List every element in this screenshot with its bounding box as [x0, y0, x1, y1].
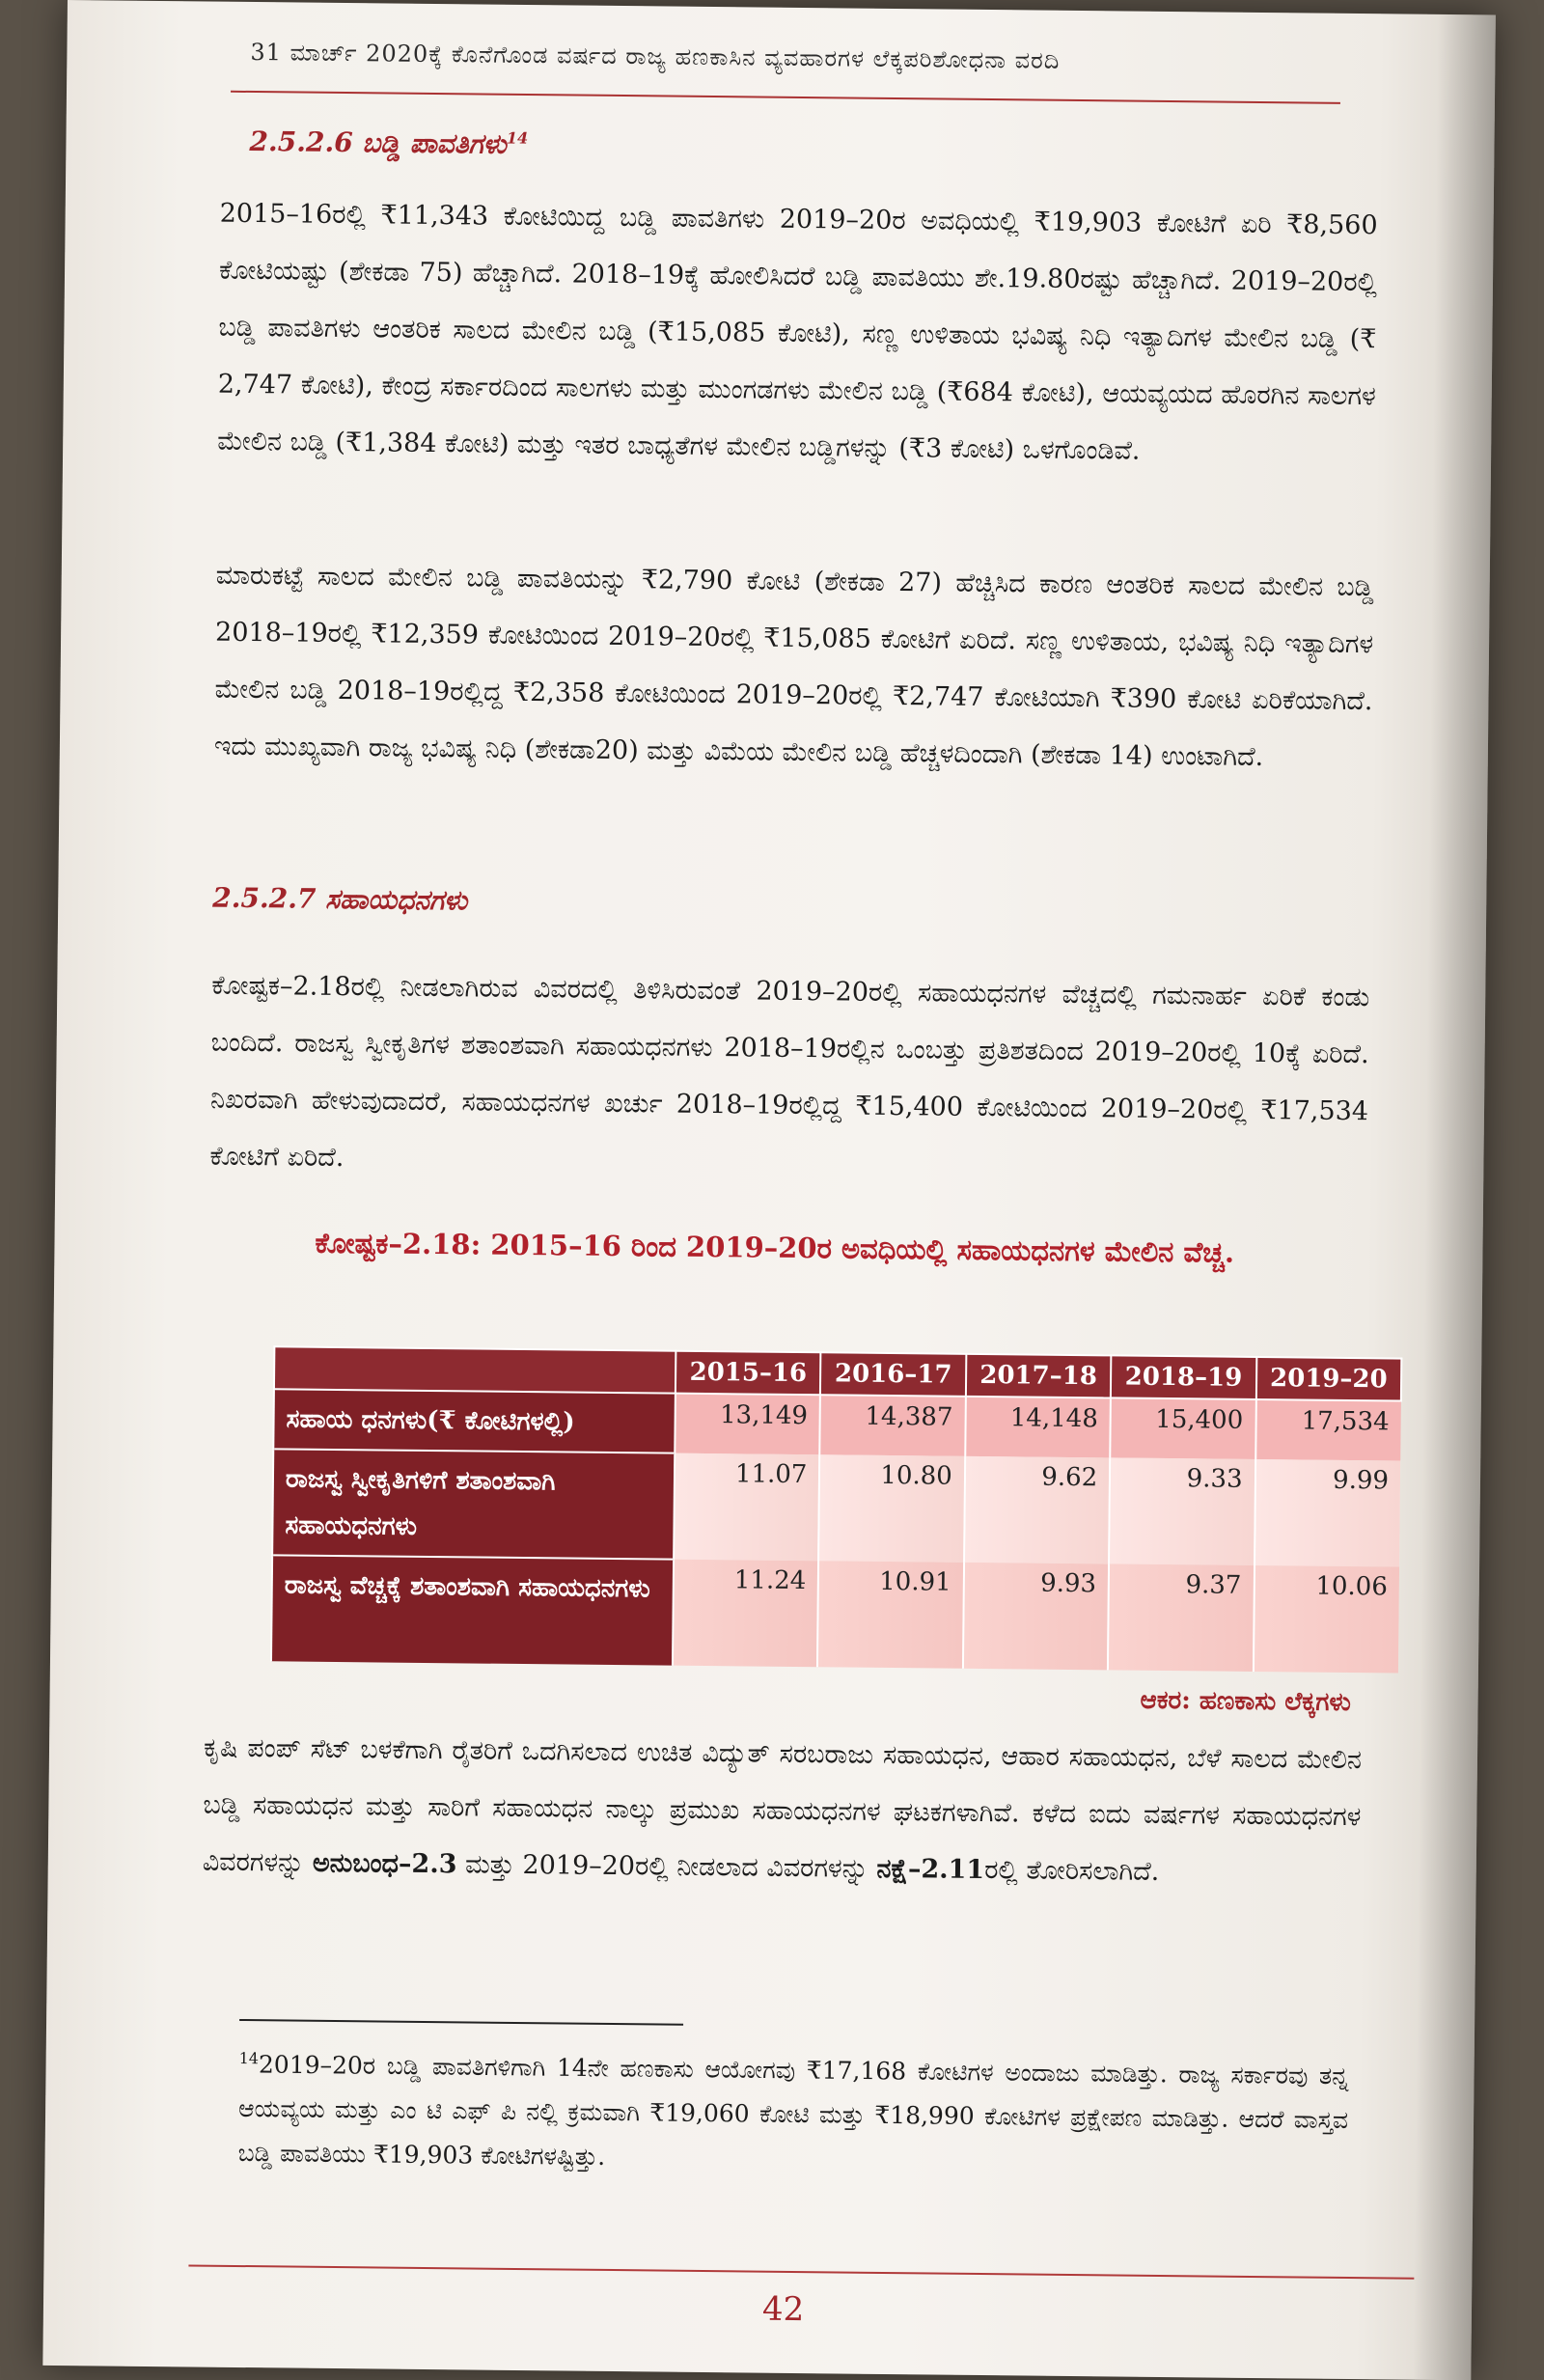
- section-heading-interest: 2.5.2.6 ಬಡ್ಡಿ ಪಾವತಿಗಳು$^{14}$: [249, 125, 529, 160]
- table-header-year: 2018–19: [1111, 1355, 1256, 1399]
- running-header: 31 ಮಾರ್ಚ್ 2020ಕ್ಕೆ ಕೊನೆಗೊಂಡ ವರ್ಷದ ರಾಜ್ಯ ಹಣಕಾಸಿನ ವ್ಯವಹಾರಗಳ ಲೆಕ್ಕಪರಿಶೋಧನಾ ವರದಿ: [250, 38, 1061, 74]
- table-header-year: 2016–17: [820, 1352, 966, 1397]
- footnote: $^{14}$2019–20ರ ಬಡ್ಡಿ ಪಾವತಿಗಳಿಗಾಗಿ 14ನೇ ಹಣಕಾಸು ಆಯೋಗವು ₹17,168 ಕೋಟಿಗಳ ಅಂದಾಜು ಮಾಡಿತ್ತು. ರಾಜ್ಯ ಸರ್ಕಾರವು ತನ್ನ ಆಯವ್ಯಯ ಮತ್ತು ಎಂ ಟಿ ಎಫ್ ಪಿ ನಲ್ಲಿ ಕ್ರಮವಾಗಿ ₹19,060 ಕೋಟಿ ಮತ್ತು ₹18,990 ಕೋಟಿಗಳ ಪ್ರಕ್ಷೇಪಣ ಮಾಡಿತ್ತು. ಆದರೆ ವಾಸ್ತವ ಬಡ್ಡಿ ಪಾವತಿಯು ₹19,903 ಕೋಟಿಗಳಷ್ಟಿತ್ತು.: [237, 2048, 1349, 2172]
- table-cell: 14,387: [820, 1395, 966, 1456]
- paragraph-interest-2: ಮಾರುಕಟ್ಟೆ ಸಾಲದ ಮೇಲಿನ ಬಡ್ಡಿ ಪಾವತಿಯನ್ನು ₹2,790 ಕೋಟಿ (ಶೇಕಡಾ 27) ಹೆಚ್ಚಿಸಿದ ಕಾರಣ ಆಂತರಿಕ ಸಾಲದ ಮೇಲಿನ ಬಡ್ಡಿ 2018–19ರಲ್ಲಿ ₹12,359 ಕೋಟಿಯಿಂದ 2019–20ರಲ್ಲಿ ₹15,085 ಕೋಟಿಗೆ ಏರಿದೆ. ಸಣ್ಣ ಉಳಿತಾಯ, ಭವಿಷ್ಯ ನಿಧಿ ಇತ್ಯಾದಿಗಳ ಮೇಲಿನ ಬಡ್ಡಿ 2018–19ರಲ್ಲಿದ್ದ ₹2,358 ಕೋಟಿಯಿಂದ 2019–20ರಲ್ಲಿ ₹2,747 ಕೋಟಿಯಾಗಿ ₹390 ಕೋಟಿ ಏರಿಕೆಯಾಗಿದೆ. ಇದು ಮುಖ್ಯವಾಗಿ ರಾಜ್ಯ ಭವಿಷ್ಯ ನಿಧಿ (ಶೇಕಡಾ20) ಮತ್ತು ವಿಮೆಯ ಮೇಲಿನ ಬಡ್ಡಿ ಹೆಚ್ಚಳದಿಂದಾಗಿ (ಶೇಕಡಾ 14) ಉಂಟಾಗಿದೆ.: [213, 560, 1374, 773]
- subsidies-table: [270, 1345, 1402, 1673]
- table-cell: 11.07: [674, 1453, 820, 1562]
- annex-ref: ಅನುಬಂಧ–2.3: [312, 1847, 457, 1880]
- header-rule: [231, 91, 1340, 104]
- document-page: [42, 0, 1496, 2380]
- row-label: ಸಹಾಯ ಧನಗಳು(₹ ಕೋಟಿಗಳಲ್ಲಿ): [273, 1389, 676, 1453]
- footnote-ref: 14: [506, 128, 529, 148]
- table-header-year: 2015–16: [676, 1351, 821, 1396]
- table-cell: 11.24: [673, 1560, 819, 1668]
- table-cell: 9.62: [964, 1456, 1111, 1564]
- section-heading-subsidies: 2.5.2.7 ಸಹಾಯಧನಗಳು: [212, 881, 468, 917]
- chart-ref: ನಕ್ಷೆ–2.11: [876, 1853, 985, 1886]
- table-row: [271, 1555, 1399, 1673]
- table-cell: 10.06: [1253, 1565, 1399, 1674]
- table-cell: 13,149: [675, 1394, 820, 1455]
- table-cell: 9.99: [1254, 1459, 1401, 1567]
- table-header-blank: [274, 1346, 676, 1393]
- page-number: 42: [761, 2289, 805, 2330]
- table-header-year: 2017–18: [966, 1354, 1112, 1398]
- table-cell: 9.33: [1109, 1457, 1255, 1565]
- row-label: ರಾಜಸ್ವ ಸ್ವೀಕೃತಿಗಳಿಗೆ ಶತಾಂಶವಾಗಿ ಸಹಾಯಧನಗಳು: [272, 1449, 675, 1559]
- table-cell: 17,534: [1255, 1399, 1401, 1461]
- table-row: [272, 1449, 1400, 1566]
- footnote-rule: [239, 2019, 683, 2026]
- table-cell: 9.37: [1108, 1564, 1254, 1672]
- table-cell: 15,400: [1110, 1398, 1255, 1459]
- page-edge-shadow: [1413, 14, 1496, 2380]
- row-label: ರಾಜಸ್ವ ವೆಚ್ಚಕ್ಕೆ ಶತಾಂಶವಾಗಿ ಸಹಾಯಧನಗಳು: [271, 1555, 674, 1665]
- paragraph-subsidies-1: ಕೋಷ್ಟಕ–2.18ರಲ್ಲಿ ನೀಡಲಾಗಿರುವ ವಿವರದಲ್ಲಿ ತಿಳಿಸಿರುವಂತೆ 2019–20ರಲ್ಲಿ ಸಹಾಯಧನಗಳ ವೆಚ್ಚದಲ್ಲಿ ಗಮನಾರ್ಹ ಏರಿಕೆ ಕಂಡು ಬಂದಿದೆ. ರಾಜಸ್ವ ಸ್ವೀಕೃತಿಗಳ ಶತಾಂಶವಾಗಿ ಸಹಾಯಧನಗಳು 2018–19ರಲ್ಲಿನ ಒಂಬತ್ತು ಪ್ರತಿಶತದಿಂದ 2019–20ರಲ್ಲಿ 10ಕ್ಕೆ ಏರಿದೆ. ನಿಖರವಾಗಿ ಹೇಳುವುದಾದರೆ, ಸಹಾಯಧನಗಳ ಖರ್ಚು 2018–19ರಲ್ಲಿದ್ದ ₹15,400 ಕೋಟಿಯಿಂದ 2019–20ರಲ್ಲಿ ₹17,534 ಕೋಟಿಗೆ ಏರಿದೆ.: [209, 970, 1370, 1174]
- bottom-rule: [188, 2264, 1414, 2279]
- table-cell: 9.93: [963, 1563, 1110, 1671]
- table-cell: 10.91: [817, 1561, 964, 1669]
- footnote-marker: 14: [238, 2048, 260, 2068]
- table-source: ಆಕರ: ಹಣಕಾಸು ಲೆಕ್ಕಗಳು: [1140, 1685, 1351, 1718]
- paragraph-interest-1: 2015–16ರಲ್ಲಿ ₹11,343 ಕೋಟಿಯಿದ್ದ ಬಡ್ಡಿ ಪಾವತಿಗಳು 2019–20ರ ಅವಧಿಯಲ್ಲಿ ₹19,903 ಕೋಟಿಗೆ ಏರಿ ₹8,560 ಕೋಟಿಯಷ್ಟು (ಶೇಕಡಾ 75) ಹೆಚ್ಚಾಗಿದೆ. 2018–19ಕ್ಕೆ ಹೋಲಿಸಿದರೆ ಬಡ್ಡಿ ಪಾವತಿಯು ಶೇ.19.80ರಷ್ಟು ಹೆಚ್ಚಾಗಿದೆ. 2019–20ರಲ್ಲಿ ಬಡ್ಡಿ ಪಾವತಿಗಳು ಆಂತರಿಕ ಸಾಲದ ಮೇಲಿನ ಬಡ್ಡಿ (₹15,085 ಕೋಟಿ), ಸಣ್ಣ ಉಳಿತಾಯ ಭವಿಷ್ಯ ನಿಧಿ ಇತ್ಯಾದಿಗಳ ಮೇಲಿನ ಬಡ್ಡಿ (₹ 2,747 ಕೋಟಿ), ಕೇಂದ್ರ ಸರ್ಕಾರದಿಂದ ಸಾಲಗಳು ಮತ್ತು ಮುಂಗಡಗಳು ಮೇಲಿನ ಬಡ್ಡಿ (₹684 ಕೋಟಿ), ಆಯವ್ಯಯದ ಹೊರಗಿನ ಸಾಲಗಳ ಮೇಲಿನ ಬಡ್ಡಿ (₹1,384 ಕೋಟಿ) ಮತ್ತು ಇತರ ಬಾಧ್ಯತೆಗಳ ಮೇಲಿನ ಬಡ್ಡಿಗಳನ್ನು (₹3 ಕೋಟಿ) ಒಳಗೊಂಡಿವೆ.: [217, 198, 1378, 466]
- table-caption: ಕೋಷ್ಟಕ–2.18: 2015–16 ರಿಂದ 2019–20ರ ಅವಧಿಯಲ್ಲಿ ಸಹಾಯಧನಗಳ ಮೇಲಿನ ವೆಚ್ಚ.: [315, 1226, 1235, 1269]
- table-header-year: 2019–20: [1255, 1357, 1401, 1401]
- table-cell: 14,148: [965, 1397, 1111, 1458]
- paragraph-subsidies-2: ಕೃಷಿ ಪಂಪ್ ಸೆಟ್ ಬಳಕೆಗಾಗಿ ರೈತರಿಗೆ ಒದಗಿಸಲಾದ ಉಚಿತ ವಿದ್ಯುತ್ ಸರಬರಾಜು ಸಹಾಯಧನ, ಆಹಾರ ಸಹಾಯಧನ, ಬೆಳೆ ಸಾಲದ ಮೇಲಿನ ಬಡ್ಡಿ ಸಹಾಯಧನ ಮತ್ತು ಸಾರಿಗೆ ಸಹಾಯಧನ ನಾಲ್ಕು ಪ್ರಮುಖ ಸಹಾಯಧನಗಳ ಘಟಕಗಳಾಗಿವೆ. ಕಳೆದ ಐದು ವರ್ಷಗಳ ಸಹಾಯಧನಗಳ ವಿವರಗಳನ್ನು ಅನುಬಂಧ–2.3 ಮತ್ತು 2019–20ರಲ್ಲಿ ನೀಡಲಾದ ವಿವರಗಳನ್ನು ನಕ್ಷೆ–2.11ರಲ್ಲಿ ತೋರಿಸಲಾಗಿದೆ.: [202, 1732, 1363, 1887]
- table-cell: 10.80: [818, 1454, 965, 1563]
